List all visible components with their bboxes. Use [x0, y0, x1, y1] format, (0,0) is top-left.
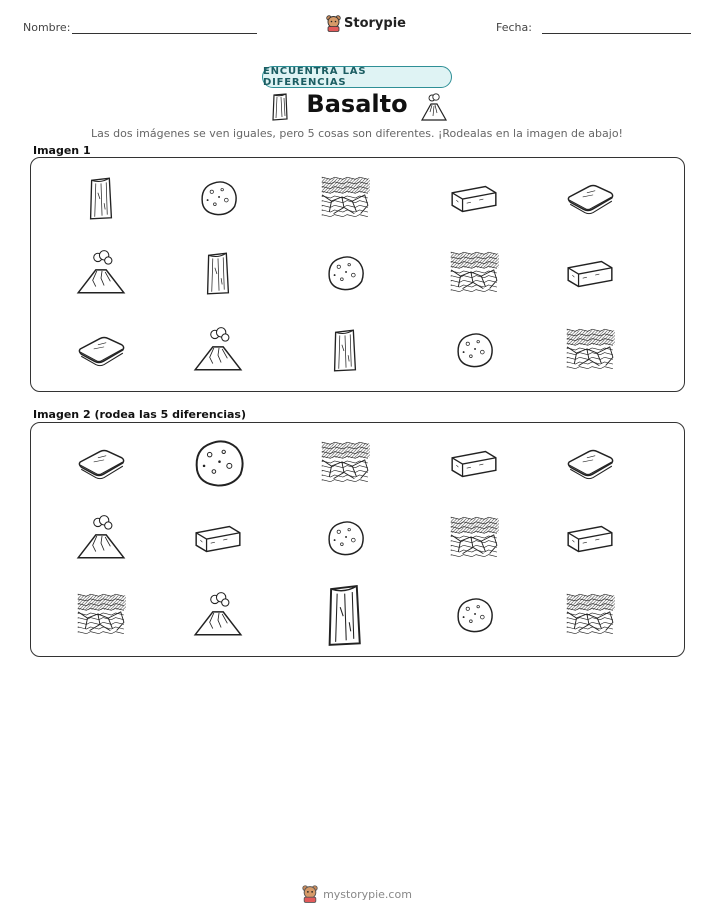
- basalt-column-icon: [75, 172, 127, 224]
- image1-panel: [30, 157, 685, 392]
- image1-cell: [192, 324, 244, 376]
- image2-cell[interactable]: [448, 437, 500, 489]
- image2-cell[interactable]: [319, 512, 371, 564]
- image1-cell: [319, 172, 371, 224]
- brick-icon: [192, 512, 244, 564]
- image1-cell: [448, 247, 500, 299]
- image2-cell[interactable]: [319, 437, 371, 489]
- volcano-icon: [75, 512, 127, 564]
- image1-cell: [75, 324, 127, 376]
- image1-cell: [448, 324, 500, 376]
- basalt-column-icon: [307, 577, 382, 652]
- stone-slab-icon: [564, 172, 616, 224]
- image2-cell[interactable]: [183, 428, 253, 498]
- image2-cell[interactable]: [564, 512, 616, 564]
- image2-cell[interactable]: [75, 437, 127, 489]
- brick-icon: [564, 247, 616, 299]
- stone-slab-icon: [75, 437, 127, 489]
- rock-icon: [319, 512, 371, 564]
- volcano-icon: [75, 247, 127, 299]
- volcano-icon: [420, 92, 448, 122]
- bear-mascot-icon: [302, 885, 318, 903]
- basalt-column-icon: [270, 92, 290, 122]
- image1-label: Imagen 1: [33, 144, 91, 157]
- brick-icon: [448, 437, 500, 489]
- image1-cell: [448, 172, 500, 224]
- cracked-lava-icon: [564, 324, 616, 376]
- image1-cell: [192, 172, 244, 224]
- image1-cell: [75, 247, 127, 299]
- name-field[interactable]: [72, 33, 257, 34]
- brand-name: Storypie: [344, 15, 406, 31]
- image2-cell[interactable]: [564, 437, 616, 489]
- image2-panel[interactable]: [30, 422, 685, 657]
- cracked-lava-icon: [564, 589, 616, 641]
- image2-cell[interactable]: [448, 589, 500, 641]
- name-label: Nombre:: [23, 21, 71, 34]
- cracked-lava-icon: [319, 437, 371, 489]
- volcano-icon: [192, 324, 244, 376]
- image2-label: Imagen 2 (rodea las 5 diferencias): [33, 408, 247, 421]
- worksheet-badge: ENCUENTRA LAS DIFERENCIAS: [262, 66, 452, 88]
- image2-cell[interactable]: [448, 512, 500, 564]
- stone-slab-icon: [75, 324, 127, 376]
- bear-mascot-icon: [326, 15, 341, 32]
- image2-cell[interactable]: [307, 577, 382, 652]
- footer: [0, 885, 714, 903]
- image1-cell: [564, 172, 616, 224]
- image1-cell: [192, 247, 244, 299]
- image2-cell[interactable]: [564, 589, 616, 641]
- cracked-lava-icon: [319, 172, 371, 224]
- rock-icon: [192, 172, 244, 224]
- brand-logo: [326, 13, 406, 33]
- brick-icon: [564, 512, 616, 564]
- basalt-column-icon: [319, 324, 371, 376]
- rock-icon: [448, 589, 500, 641]
- brick-icon: [448, 172, 500, 224]
- cracked-lava-icon: [448, 512, 500, 564]
- basalt-column-icon: [192, 247, 244, 299]
- image1-cell: [564, 324, 616, 376]
- image1-cell: [319, 247, 371, 299]
- image1-cell: [319, 324, 371, 376]
- cracked-lava-icon: [448, 247, 500, 299]
- rock-icon: [448, 324, 500, 376]
- cracked-lava-icon: [75, 589, 127, 641]
- image2-cell[interactable]: [75, 512, 127, 564]
- volcano-icon: [192, 589, 244, 641]
- rock-icon: [183, 428, 253, 498]
- image2-cell[interactable]: [192, 512, 244, 564]
- image2-cell[interactable]: [75, 589, 127, 641]
- image1-cell: [564, 247, 616, 299]
- footer-site: mystorypie.com: [323, 887, 412, 901]
- date-field[interactable]: [542, 33, 691, 34]
- date-label: Fecha:: [496, 21, 532, 34]
- image1-cell: [75, 172, 127, 224]
- stone-slab-icon: [564, 437, 616, 489]
- page-title: Basalto: [306, 90, 408, 118]
- image2-cell[interactable]: [192, 589, 244, 641]
- instructions-text: Las dos imágenes se ven iguales, pero 5 cosas son diferentes. ¡Rodealas en la imagen de abajo!: [91, 127, 623, 140]
- rock-icon: [319, 247, 371, 299]
